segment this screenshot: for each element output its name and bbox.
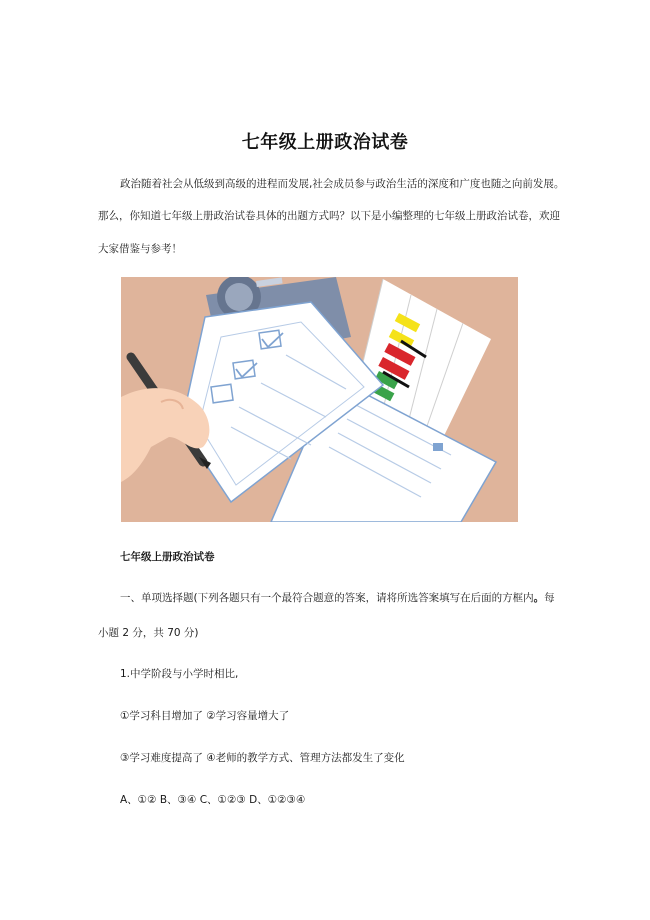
document-title: 七年级上册政治试卷 (241, 132, 409, 153)
question-1-statements-b: ③学习难度提高了 ④老师的教学方式、管理方法都发生了变化 (120, 752, 405, 764)
intro-line-2: 那么，你知道七年级上册政治试卷具体的出题方式吗？以下是小编整理的七年级上册政治试卷，欢迎 (98, 210, 560, 222)
question-1-stem: 1.中学阶段与小学时相比, (120, 668, 239, 680)
instruction-tail: 每 (544, 592, 555, 604)
instruction-text: 一、单项选择题(下列各题只有一个最符合题意的答案，请将所选答案填写在后面的方框内 (120, 592, 534, 604)
instruction-period: 。 (533, 592, 545, 604)
part1-instruction-line-2: 小题 2 分，共 70 分) (98, 627, 199, 639)
question-1-options: A、①② B、③④ C、①②③ D、①②③④ (120, 794, 306, 806)
question-1-statements-a: ①学习科目增加了 ②学习容量增大了 (120, 710, 290, 722)
intro-line-3: 大家借鉴与参考！ (98, 243, 182, 255)
exam-illustration (121, 277, 518, 522)
section-heading: 七年级上册政治试卷 (120, 551, 215, 563)
intro-line-1: 政治随着社会从低级到高级的进程而发展,社会成员参与政治生活的深度和广度也随之向前发展。 (120, 178, 565, 190)
part1-instruction-line-1 (120, 590, 555, 605)
